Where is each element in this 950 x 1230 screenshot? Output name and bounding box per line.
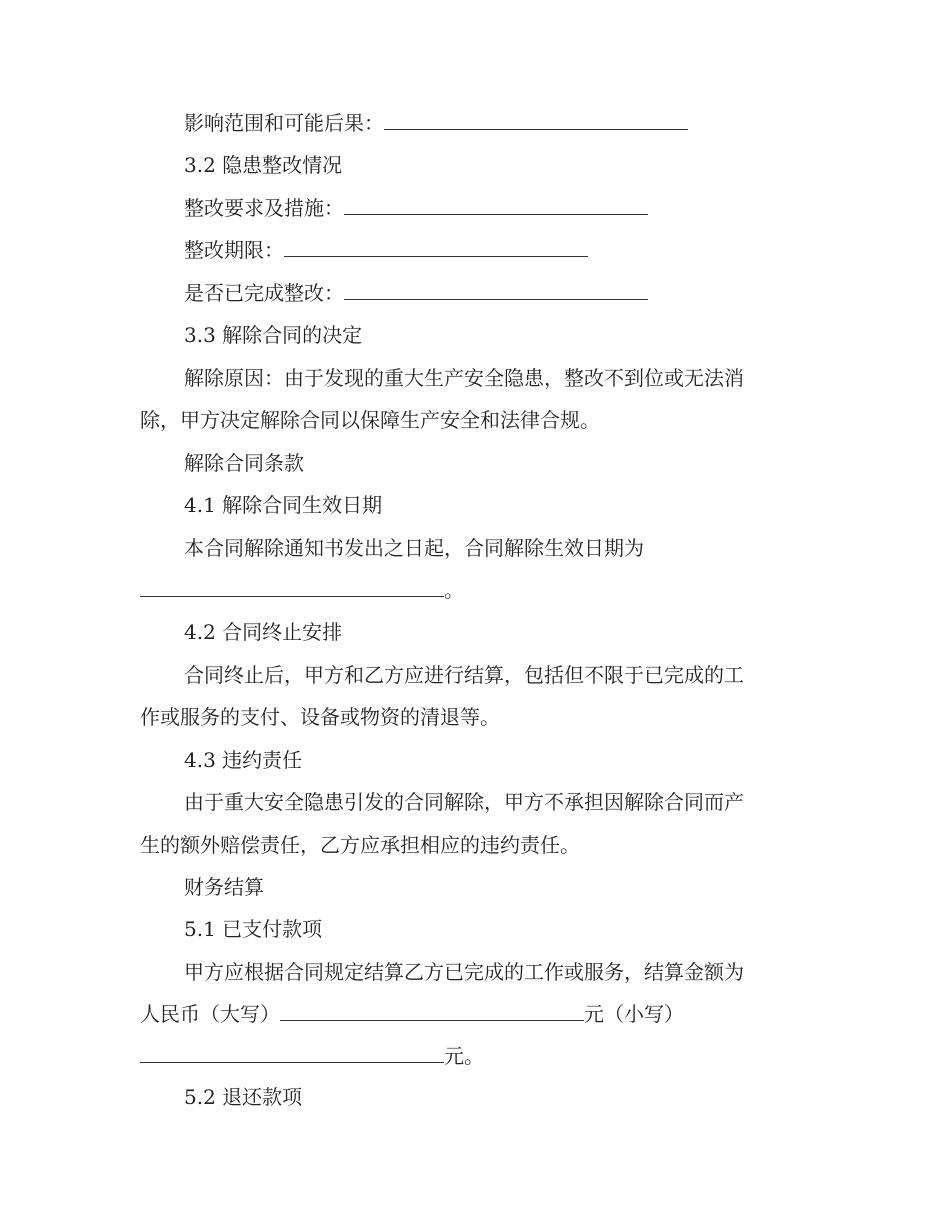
effective-date-row (140, 577, 800, 603)
amount-lowercase-label: 元（小写） (584, 1002, 684, 1026)
rectification-done-label: 是否已完成整改： (184, 281, 344, 305)
settlement-text: 甲方应根据合同规定结算乙方已完成的工作或服务，结算金额为 (184, 960, 744, 984)
rectification-measures-row (184, 195, 844, 221)
settlement-amount-row (140, 1001, 800, 1027)
impact-row (184, 110, 844, 136)
rectification-done-blank[interactable] (344, 281, 648, 300)
amount-suffix: 元。 (444, 1044, 484, 1068)
termination-arrangement-line1: 合同终止后，甲方和乙方应进行结算，包括但不限于已完成的工 (184, 663, 744, 687)
impact-blank[interactable] (384, 111, 688, 130)
effective-date-blank[interactable] (140, 578, 444, 597)
section-3-3-heading: 3.3 解除合同的决定 (184, 323, 363, 347)
rectification-deadline-label: 整改期限： (184, 238, 284, 262)
section-4-3-heading: 4.3 违约责任 (184, 748, 303, 772)
effective-date-text: 本合同解除通知书发出之日起，合同解除生效日期为 (184, 536, 644, 560)
breach-liability-line1: 由于重大安全隐患引发的合同解除，甲方不承担因解除合同而产 (184, 790, 744, 814)
section-4-2-heading: 4.2 合同终止安排 (184, 620, 343, 644)
amount-lowercase-blank[interactable] (140, 1044, 444, 1063)
section-4-1-heading: 4.1 解除合同生效日期 (184, 493, 383, 517)
rectification-done-row (184, 280, 844, 306)
termination-reason-line2: 除，甲方决定解除合同以保障生产安全和法律合规。 (140, 408, 600, 432)
rectification-deadline-blank[interactable] (284, 238, 588, 257)
rectification-measures-label: 整改要求及措施： (184, 196, 344, 220)
breach-liability-line2: 生的额外赔偿责任，乙方应承担相应的违约责任。 (140, 833, 580, 857)
effective-date-suffix: 。 (444, 578, 464, 602)
amount-uppercase-blank[interactable] (280, 1002, 584, 1021)
section-5-2-heading: 5.2 退还款项 (184, 1085, 303, 1109)
section-5-1-heading: 5.1 已支付款项 (184, 917, 323, 941)
amount-uppercase-label: 人民币（大写） (140, 1002, 280, 1026)
section-4-heading: 解除合同条款 (184, 451, 304, 475)
section-3-2-heading: 3.2 隐患整改情况 (184, 153, 343, 177)
rectification-deadline-row (184, 237, 844, 263)
rectification-measures-blank[interactable] (344, 196, 648, 215)
termination-arrangement-line2: 作或服务的支付、设备或物资的清退等。 (140, 705, 500, 729)
termination-reason-line1: 解除原因：由于发现的重大生产安全隐患，整改不到位或无法消 (184, 366, 744, 390)
settlement-amount-row-2 (140, 1043, 800, 1069)
impact-label: 影响范围和可能后果： (184, 111, 384, 135)
section-5-heading: 财务结算 (184, 875, 264, 899)
